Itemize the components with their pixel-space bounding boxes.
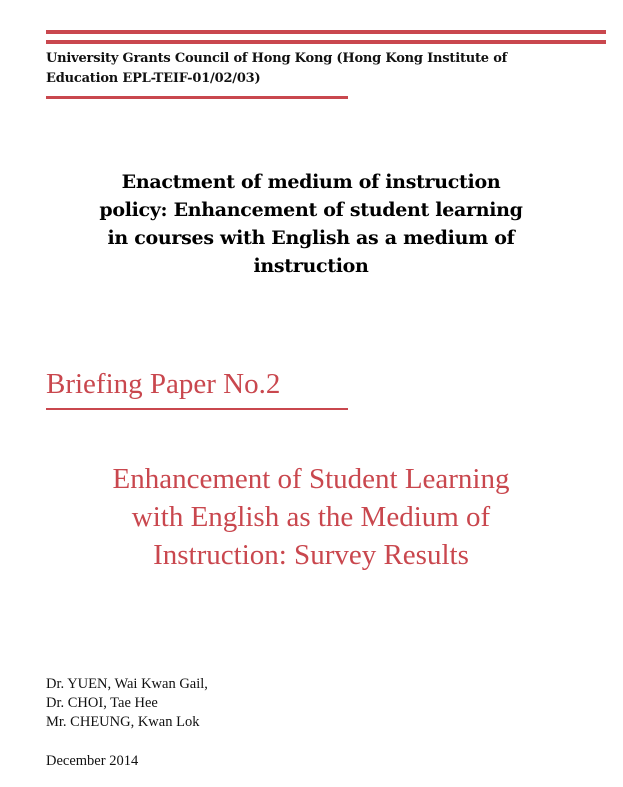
document-title-line: instruction: [253, 255, 369, 277]
briefing-paper-label: Briefing Paper No.2: [46, 368, 281, 400]
header-underline: [46, 96, 348, 99]
header-organization-line-2: Education EPL-TEIF-01/02/03): [46, 71, 261, 86]
paper-subtitle-line: Instruction: Survey Results: [153, 539, 469, 571]
paper-subtitle-line: Enhancement of Student Learning: [112, 463, 510, 495]
document-title-line: Enactment of medium of instruction: [121, 171, 501, 193]
author-name: Mr. CHEUNG, Kwan Lok: [46, 714, 200, 730]
paper-subtitle: [40, 460, 582, 574]
header-organization: [46, 49, 606, 89]
author-name: Dr. YUEN, Wai Kwan Gail,: [46, 676, 208, 692]
header-organization-line-1: University Grants Council of Hong Kong (Hong Kong Institute of: [46, 51, 508, 66]
top-rule-1: [46, 30, 606, 34]
author-list: [46, 675, 208, 732]
top-rule-2: [46, 40, 606, 44]
document-title-line: policy: Enhancement of student learning: [99, 199, 523, 221]
briefing-underline: [46, 408, 348, 410]
document-title-line: in courses with English as a medium of: [107, 227, 515, 249]
document-title: [40, 168, 582, 280]
publication-date: December 2014: [46, 753, 139, 769]
author-name: Dr. CHOI, Tae Hee: [46, 695, 158, 711]
paper-subtitle-line: with English as the Medium of: [131, 501, 491, 533]
